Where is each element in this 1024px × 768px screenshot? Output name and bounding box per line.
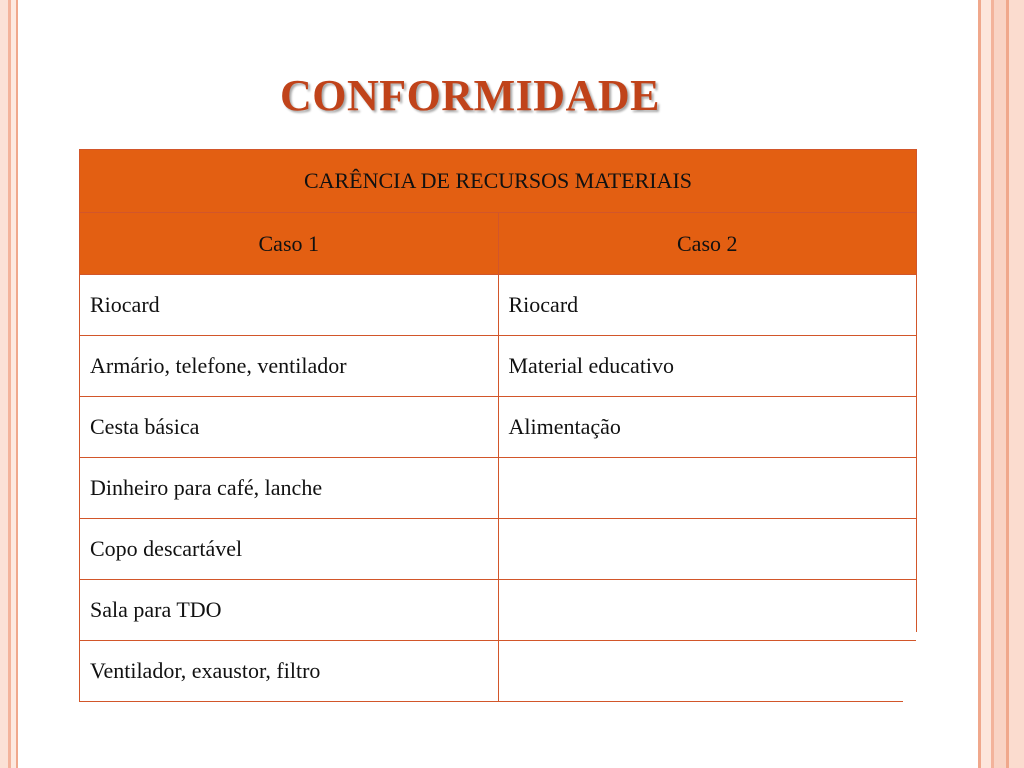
column-header-caso-2: Caso 2	[498, 213, 917, 275]
table-cell: Cesta básica	[80, 397, 499, 458]
table-row	[80, 458, 917, 519]
table-cell	[498, 519, 917, 580]
table-edge-cutoff	[903, 646, 922, 712]
table-cell: Alimentação	[498, 397, 917, 458]
table-cell: Armário, telefone, ventilador	[80, 336, 499, 397]
table-row	[80, 580, 917, 641]
table-cell: Sala para TDO	[80, 580, 499, 641]
right-border-frame	[978, 0, 1024, 768]
slide-title: CONFORMIDADE	[280, 71, 660, 120]
table-cell	[498, 580, 917, 641]
table-cell: Material educativo	[498, 336, 917, 397]
table-cell	[498, 458, 917, 519]
table-cell: Copo descartável	[80, 519, 499, 580]
table-cell: Riocard	[498, 275, 917, 336]
table-row	[80, 397, 917, 458]
table-cell: Ventilador, exaustor, filtro	[80, 641, 499, 702]
table-row	[80, 275, 917, 336]
table-cell: Dinheiro para café, lanche	[80, 458, 499, 519]
resources-table	[79, 149, 917, 702]
table-row	[80, 519, 917, 580]
table-row	[80, 336, 917, 397]
column-header-caso-1: Caso 1	[80, 213, 499, 275]
table-header: CARÊNCIA DE RECURSOS MATERIAIS	[80, 150, 917, 213]
table-cell	[498, 641, 917, 702]
table-row	[80, 641, 917, 702]
table-cell: Riocard	[80, 275, 499, 336]
